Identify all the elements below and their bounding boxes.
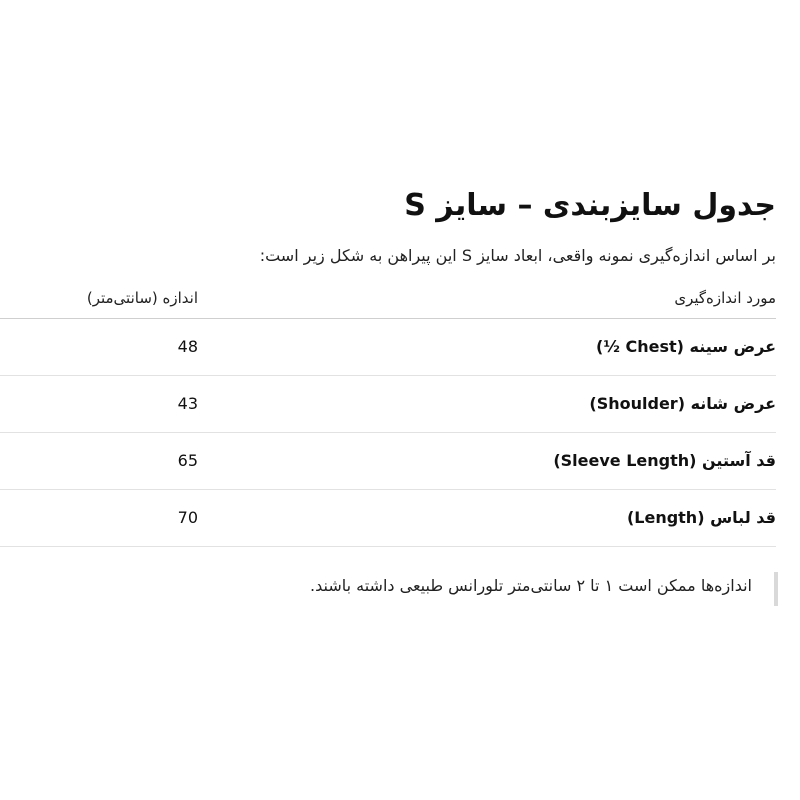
table-row xyxy=(0,319,776,376)
row-value: 48 xyxy=(177,337,198,356)
row-label: عرض سینه (Chest ½) xyxy=(596,337,776,356)
row-value: 65 xyxy=(177,451,198,470)
header-item: مورد اندازه‌گیری xyxy=(674,289,776,307)
table-row xyxy=(0,433,776,490)
intro-text: بر اساس اندازه‌گیری نمونه واقعی، ابعاد سایز S این پیراهن به شکل زیر است: xyxy=(259,246,776,265)
header-value: اندازه (سانتی‌متر) xyxy=(86,289,198,307)
page-title: جدول سایزبندی – سایز S xyxy=(404,188,776,223)
row-label: قد لباس (Length) xyxy=(626,508,776,527)
tolerance-note: اندازه‌ها ممکن است ۱ تا ۲ سانتی‌متر تلورانس طبیعی داشته باشند. xyxy=(310,572,778,606)
row-value: 43 xyxy=(177,394,198,413)
table-row xyxy=(0,490,776,547)
table-row xyxy=(0,376,776,433)
table-header-row xyxy=(0,280,776,319)
size-table xyxy=(0,280,776,547)
row-value: 70 xyxy=(177,508,198,527)
row-label: قد آستین (Sleeve Length) xyxy=(553,451,776,470)
row-label: عرض شانه (Shoulder) xyxy=(589,394,776,413)
